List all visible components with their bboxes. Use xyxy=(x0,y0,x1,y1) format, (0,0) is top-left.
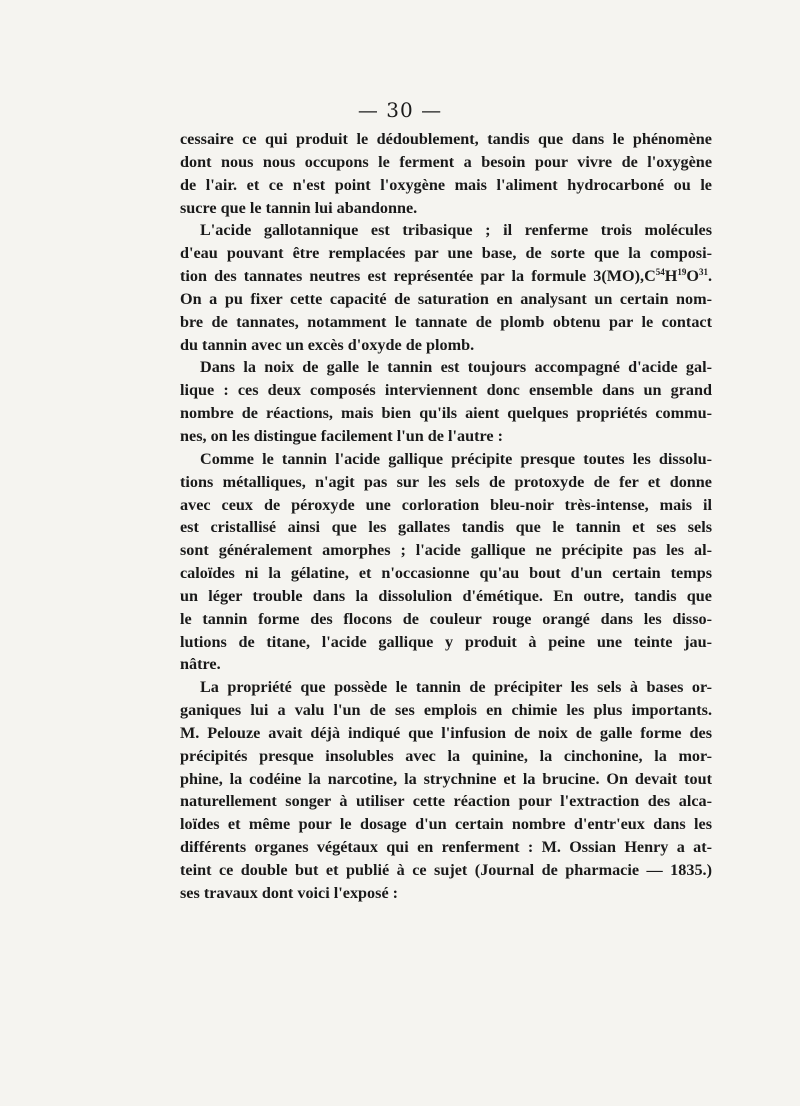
formula-end: . xyxy=(707,267,712,286)
text-line: L'acide gallotannique est tribasique ; il renferme trois molécules xyxy=(200,221,712,240)
formula-o-subscript: 31 xyxy=(698,267,708,278)
formula-c-subscript: 54 xyxy=(655,267,665,278)
text-line: nâtre. xyxy=(180,655,221,674)
text-line: avec ceux de péroxyde une corloration bleu-noir très-intense, mais il xyxy=(180,495,712,514)
text-line: sucre que le tannin lui abandonne. xyxy=(180,198,418,217)
text-line: nes, on les distingue facilement l'un de l'autre : xyxy=(180,426,504,445)
text-line: différents organes végétaux qui en renferment : M. Ossian Henry a at- xyxy=(180,838,712,857)
text-line: précipités presque insolubles avec la quinine, la cinchonine, la mor- xyxy=(180,746,712,765)
page-number: — 30 — xyxy=(357,98,443,122)
text-line: naturellement songer à utiliser cette réaction pour l'extraction des alca- xyxy=(180,792,712,811)
text-line: caloïdes ni la gélatine, et n'occasionne qu'au bout d'un certain temps xyxy=(180,564,712,583)
text-line: ganiques lui a valu l'un de ses emplois en chimie les plus importants. xyxy=(180,701,712,720)
formula-h: H xyxy=(664,267,678,286)
text-line: un léger trouble dans la dissolulion d'émétique. En outre, tandis que xyxy=(180,586,712,605)
text-line: de l'air. et ce n'est point l'oxygène mais l'aliment hydrocarboné ou le xyxy=(180,175,712,194)
text-line: ses travaux dont voici l'exposé : xyxy=(180,883,399,902)
body-text xyxy=(180,128,712,905)
formula-line xyxy=(180,265,712,288)
text-line: cessaire ce qui produit le dédoublement, tandis que dans le phénomène xyxy=(180,130,712,148)
text-line: La propriété que possède le tannin de précipiter les sels à bases or- xyxy=(200,678,712,697)
formula-h-subscript: 19 xyxy=(677,267,687,278)
text-line: lutions de titane, l'acide gallique y produit à peine une teinte jau- xyxy=(180,632,712,651)
text-line: teint ce double but et publié à ce sujet (Journal de pharmacie — 1835.) xyxy=(180,861,712,879)
text-line: dont nous nous occupons le ferment a besoin pour vivre de l'oxygène xyxy=(180,152,712,171)
text-line: d'eau pouvant être remplacées par une base, de sorte que la composi- xyxy=(180,244,712,263)
formula-text: tion des tannates neutres est représentée par la formule 3(MO),C xyxy=(180,267,656,286)
text-line: tions métalliques, n'agit pas sur les sels de protoxyde de fer et donne xyxy=(180,472,712,491)
text-line: On a pu fixer cette capacité de saturation en analysant un certain nom- xyxy=(180,289,712,308)
text-line: du tannin avec un excès d'oxyde de plomb. xyxy=(180,335,475,354)
text-line: Comme le tannin l'acide gallique précipite presque toutes les dissolu- xyxy=(200,449,712,468)
text-line: nombre de réactions, mais bien qu'ils aient quelques propriétés commu- xyxy=(180,404,712,423)
text-line: le tannin forme des flocons de couleur rouge orangé dans les disso- xyxy=(180,609,712,628)
text-line: Dans la noix de galle le tannin est toujours accompagné d'acide gal- xyxy=(200,358,712,377)
text-line: loïdes et même pour le dosage d'un certain nombre d'entr'eux dans les xyxy=(180,815,712,834)
text-line: est cristallisé ainsi que les gallates tandis que le tannin et ses sels xyxy=(180,518,712,537)
text-line: M. Pelouze avait déjà indiqué que l'infusion de noix de galle forme des xyxy=(180,723,712,742)
text-line: lique : ces deux composés interviennent donc ensemble dans un grand xyxy=(180,381,712,400)
formula-o: O xyxy=(686,267,699,286)
text-line: sont généralement amorphes ; l'acide gallique ne précipite pas les al- xyxy=(180,541,712,560)
text-line: bre de tannates, notamment le tannate de plomb obtenu par le contact xyxy=(180,312,712,331)
text-line: phine, la codéine la narcotine, la strychnine et la brucine. On devait tout xyxy=(180,769,712,788)
